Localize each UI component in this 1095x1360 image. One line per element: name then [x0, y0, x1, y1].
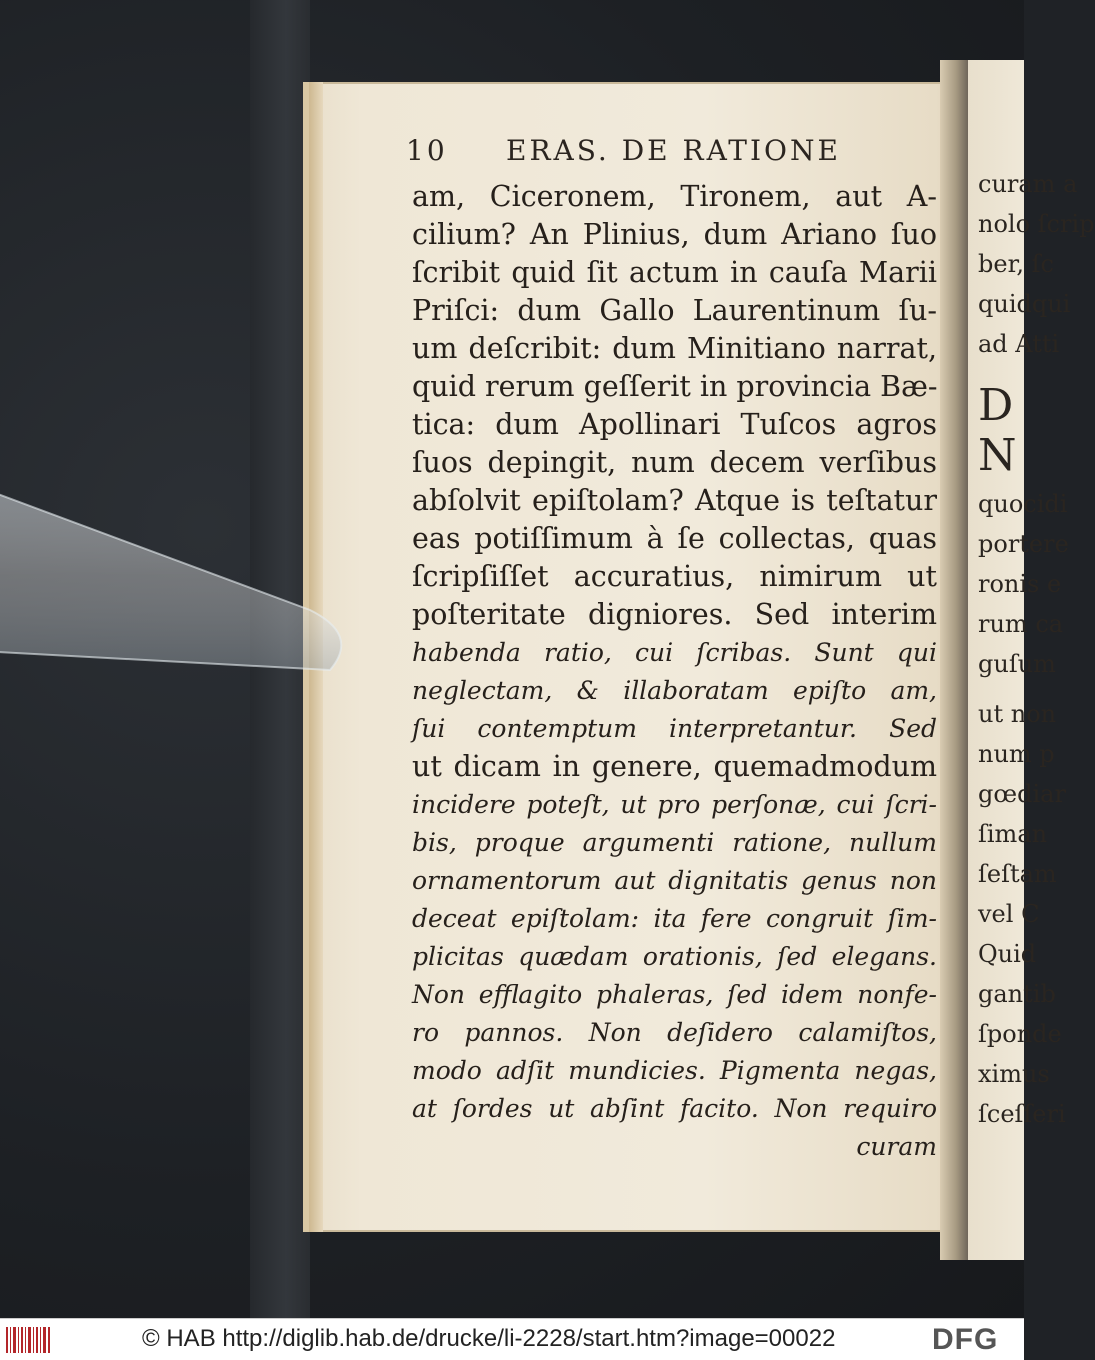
- facing-page-text: N: [978, 430, 1017, 481]
- page-number: 10: [406, 134, 448, 167]
- text-line: ſcripſiſſet accuratius, nimirum ut: [412, 560, 937, 593]
- facing-page-text: ximus: [978, 1060, 1050, 1088]
- text-line: cilium? An Plinius, dum Ariano ſuo: [412, 218, 937, 251]
- footer-bar: [0, 1318, 1024, 1360]
- facing-page-text: rum ca: [978, 610, 1064, 638]
- text-line: eas potiſſimum à ſe collectas, quas: [412, 522, 937, 555]
- text-line: habenda ratio, cui ſcribas. Sunt qui: [412, 638, 937, 667]
- text-line: tica: dum Apollinari Tuſcos agros: [412, 408, 937, 441]
- text-line: modo adſit mundicies. Pigmenta negas,: [412, 1056, 937, 1085]
- facing-page-text: Quid: [978, 940, 1037, 968]
- text-line: ro pannos. Non deſidero calamiſtos,: [412, 1018, 937, 1047]
- facing-page-text: guſum: [978, 650, 1056, 678]
- facing-page-text: num p: [978, 740, 1055, 768]
- text-line: um deſcribit: dum Minitiano narrat,: [412, 332, 937, 365]
- facing-page-text: ad Atti: [978, 330, 1060, 358]
- facing-page-text: gœdiar: [978, 780, 1066, 808]
- text-line: am, Ciceronem, Tironem, aut A-: [412, 180, 937, 213]
- page-text: [412, 178, 937, 1166]
- facing-page-text: curam a: [978, 170, 1078, 198]
- text-line: ſuos depingit, num decem verſibus: [412, 446, 937, 479]
- facing-page-text: D: [978, 380, 1014, 431]
- text-line: at ſordes ut abſint facito. Non requiro: [412, 1094, 937, 1123]
- text-line: neglectam, & illaboratam epiſto am,: [412, 676, 937, 705]
- facing-page-text: ber, ſc: [978, 250, 1054, 278]
- facing-page-fragment: [968, 60, 1095, 1260]
- facing-page-text: ſiman: [978, 820, 1048, 848]
- text-line: ſcribit quid ſit actum in cauſa Marii: [412, 256, 937, 289]
- facing-page-text: ronis e: [978, 570, 1062, 598]
- dfg-logo: DFG: [932, 1323, 999, 1356]
- facing-page-text: portere: [978, 530, 1069, 558]
- facing-page-text: ſceſſeri: [978, 1100, 1066, 1128]
- facing-page-text: quocidi: [978, 490, 1068, 518]
- page-header: [406, 134, 936, 174]
- text-line: incidere poteſt, ut pro perſonæ, cui ſcri-: [412, 790, 937, 819]
- book-cover-edge: [250, 0, 310, 1318]
- facing-page-text: nolo ſcrip: [978, 210, 1095, 238]
- text-line: deceat epiſtolam: ita fere congruit ſim-: [412, 904, 937, 933]
- text-line: ſui contemptum interpretantur. Sed: [412, 714, 937, 743]
- text-line: Priſci: dum Gallo Laurentinum ſu-: [412, 294, 937, 327]
- text-line: bis, proque argumenti ratione, nullum: [412, 828, 937, 857]
- facing-page-text: ut non: [978, 700, 1057, 728]
- facing-page-text: gantib: [978, 980, 1056, 1008]
- text-line: Non efflagito phaleras, ſed idem nonfe-: [412, 980, 937, 1009]
- text-line: abſolvit epiſtolam? Atque is teſtatur: [412, 484, 937, 517]
- text-line: plicitas quædam orationis, ſed elegans.: [412, 942, 937, 971]
- facing-page-text: quidqui: [978, 290, 1071, 318]
- running-title: ERAS. DE RATIONE: [506, 134, 841, 167]
- facing-page-text: ſponde: [978, 1020, 1062, 1048]
- barcode-icon: [6, 1327, 50, 1353]
- copyright-url[interactable]: © HAB http://diglib.hab.de/drucke/li-2228/start.htm?image=00022: [142, 1325, 836, 1352]
- text-line: ut dicam in genere, quemadmodum: [412, 750, 937, 783]
- facing-page-text: ſeſtam: [978, 860, 1057, 888]
- text-line: ornamentorum aut dignitatis genus non: [412, 866, 937, 895]
- text-line: poſteritate digniores. Sed interim: [412, 598, 937, 631]
- text-line: quid rerum geſſerit in provincia Bæ-: [412, 370, 938, 403]
- facing-page-text: vel C: [978, 900, 1040, 928]
- catchword: curam: [856, 1132, 937, 1161]
